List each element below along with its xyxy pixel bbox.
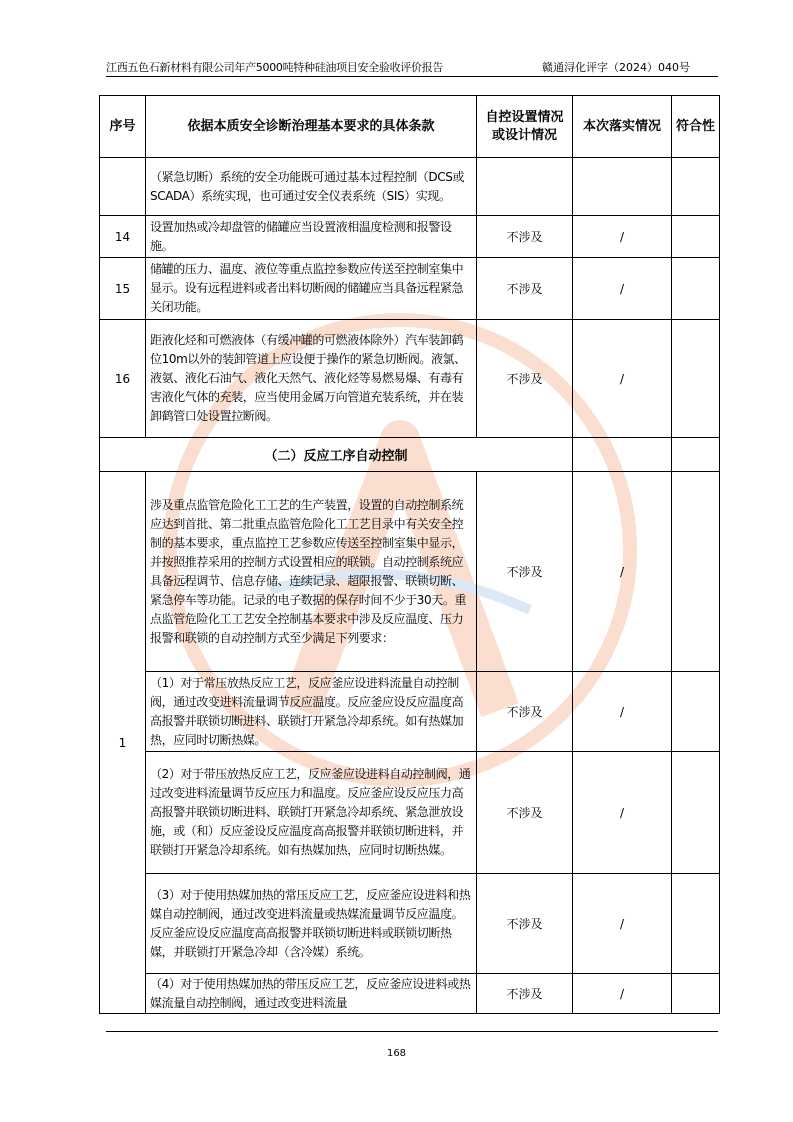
row-num: 15: [100, 258, 146, 320]
row-clause: （3）对于使用热媒加热的常压反应工艺，反应釜应设进料和热媒自动控制阀，通过改变进料流量或热媒流量调节反应温度。反应釜应设反应温度高高报警并联锁切断进料或联锁切断热媒，并联锁打开紧急冷却（含冷媒）系统。: [146, 874, 477, 974]
row-auto: 不涉及: [477, 752, 573, 874]
table-row: [100, 874, 720, 974]
row-comply: [672, 974, 720, 1014]
table-row: [100, 472, 720, 672]
table-row: [100, 158, 720, 216]
table-row: [100, 216, 720, 258]
row-status: /: [573, 752, 672, 874]
row-num: 1: [100, 472, 146, 1014]
header-num: 序号: [100, 96, 146, 158]
row-comply: [672, 752, 720, 874]
header-status: 本次落实情况: [573, 96, 672, 158]
safety-check-table: [99, 95, 720, 1014]
section-comply: [672, 438, 720, 472]
row-clause: 储罐的压力、温度、液位等重点监控参数应传送至控制室集中显示。设有远程进料或者出料切断阀的储罐应当具备远程紧急关闭功能。: [146, 258, 477, 320]
row-auto: 不涉及: [477, 216, 573, 258]
row-clause: （4）对于使用热媒加热的带压反应工艺，反应釜应设进料或热媒流量自动控制阀，通过改变进料流量: [146, 974, 477, 1014]
table-row: [100, 672, 720, 752]
row-status: /: [573, 320, 672, 438]
table-header-row: [100, 96, 720, 158]
row-auto: 不涉及: [477, 472, 573, 672]
row-status: /: [573, 472, 672, 672]
row-status: [573, 158, 672, 216]
row-status: /: [573, 258, 672, 320]
row-clause: （2）对于带压放热反应工艺，反应釜应设进料自动控制阀，通过改变进料流量调节反应压力和温度。反应釜应设反应压力高高报警并联锁切断进料、联锁打开紧急冷却系统、紧急泄放设施，或（和）反应釜设反应温度高高报警并联锁切断进料，并联锁打开紧急冷却系统。如有热媒加热，应同时切断热媒。: [146, 752, 477, 874]
table-row: [100, 320, 720, 438]
row-clause: 距液化烃和可燃液体（有缓冲罐的可燃液体除外）汽车装卸鹤位10m以外的装卸管道上应设便于操作的紧急切断阀。液氯、液氨、液化石油气、液化天然气、液化烃等易燃易爆、有毒有害液化气体的充装，应当使用金属万向管道充装系统，并在装卸鹤管口处设置拉断阀。: [146, 320, 477, 438]
row-comply: [672, 672, 720, 752]
row-auto: 不涉及: [477, 974, 573, 1014]
row-auto: 不涉及: [477, 672, 573, 752]
footer-divider: [106, 1031, 718, 1032]
row-num: 16: [100, 320, 146, 438]
row-status: /: [573, 874, 672, 974]
row-clause: 涉及重点监管危险化工工艺的生产装置，设置的自动控制系统应达到首批、第二批重点监管危险化工工艺目录中有关安全控制的基本要求，重点监控工艺参数应传送至控制室集中显示，并按照推荐采用的控制方式设置相应的联锁。自动控制系统应具备远程调节、信息存储、连续记录、超限报警、联锁切断、紧急停车等功能。记录的电子数据的保存时间不少于30天。重点监管危险化工工艺安全控制基本要求中涉及反应温度、压力报警和联锁的自动控制方式至少满足下列要求：: [146, 472, 477, 672]
row-comply: [672, 158, 720, 216]
row-auto: 不涉及: [477, 874, 573, 974]
row-status: /: [573, 974, 672, 1014]
header-auto: 自控设置情况或设计情况: [477, 96, 573, 158]
table-row: [100, 752, 720, 874]
page-header: [106, 60, 718, 77]
section-row: [100, 438, 720, 472]
row-status: /: [573, 216, 672, 258]
section-status: [573, 438, 672, 472]
row-comply: [672, 874, 720, 974]
row-comply: [672, 320, 720, 438]
row-auto: [477, 158, 573, 216]
report-title: 江西五色石新材料有限公司年产5000吨特种硅油项目安全验收评价报告: [106, 61, 444, 74]
row-clause: （1）对于常压放热反应工艺，反应釜应设进料流量自动控制阀，通过改变进料流量调节反应温度。反应釜应设反应温度高高报警并联锁切断进料、联锁打开紧急冷却系统。如有热媒加热，应同时切断热媒。: [146, 672, 477, 752]
report-number: 赣通浔化评字（2024）040号: [542, 61, 690, 74]
row-comply: [672, 216, 720, 258]
header-comply: 符合性: [672, 96, 720, 158]
row-num: 14: [100, 216, 146, 258]
row-clause: 设置加热或冷却盘管的储罐应当设置液相温度检测和报警设施。: [146, 216, 477, 258]
table-row: [100, 258, 720, 320]
row-num: [100, 158, 146, 216]
row-auto: 不涉及: [477, 320, 573, 438]
row-status: /: [573, 672, 672, 752]
row-auto: 不涉及: [477, 258, 573, 320]
header-clause: 依据本质安全诊断治理基本要求的具体条款: [146, 96, 477, 158]
row-comply: [672, 472, 720, 672]
section-title: （二）反应工序自动控制: [100, 438, 573, 472]
row-clause: （紧急切断）系统的安全功能既可通过基本过程控制（DCS或SCADA）系统实现，也可通过安全仪表系统（SIS）实现。: [146, 158, 477, 216]
table-row: [100, 974, 720, 1014]
page-number: 168: [386, 1048, 407, 1059]
row-comply: [672, 258, 720, 320]
